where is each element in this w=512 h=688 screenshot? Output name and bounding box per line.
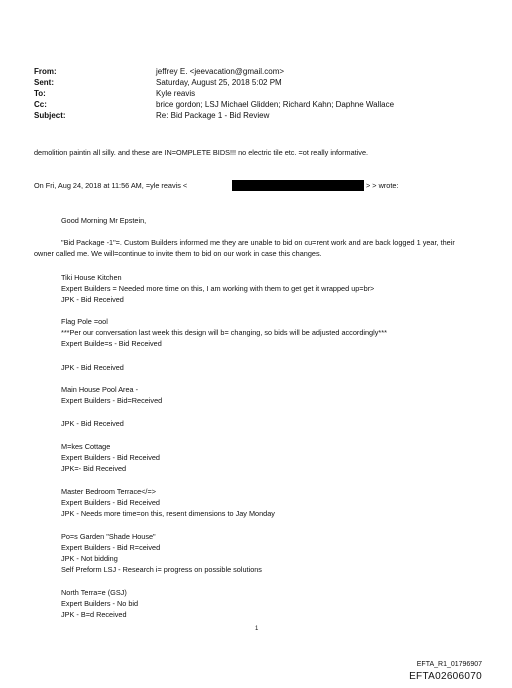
list-item: Po=s Garden "Shade House" — [61, 532, 156, 541]
subject-row — [34, 110, 394, 121]
greeting: Good Morning Mr Epstein, — [61, 216, 147, 225]
list-item: JPK=- Bid Received — [61, 464, 127, 473]
list-item: JPK - Bid Received — [61, 363, 124, 372]
list-item: Expert Builders = Needed more time on this, I am working with them to get get it wrapped up=br> — [61, 284, 375, 293]
subject-value: Re: Bid Package 1 - Bid Review — [156, 111, 270, 120]
list-item: Expert Builders - Bid R=ceived — [61, 543, 161, 552]
list-item: Main House Pool Area - — [61, 385, 139, 394]
to-label: To: — [34, 89, 46, 98]
reply-text: demolition paintin all silly. and these are IN=OMPLETE BIDS!!! no electric tile etc. =ot really informative. — [34, 148, 369, 157]
bates-number-primary: EFTA_R1_01796907 — [416, 661, 482, 668]
list-item: Expert Builders - Bid Received — [61, 498, 160, 507]
list-item: JPK - Needs more time=on this, resent dimensions to Jay Monday — [61, 509, 275, 518]
email-header — [34, 66, 394, 121]
bates-number-secondary: EFTA02606070 — [409, 671, 482, 682]
list-item: ***Per our conversation last week this design will b= changing, so bids will be adjusted accordingly*** — [61, 328, 387, 337]
sent-value: Saturday, August 25, 2018 5:02 PM — [156, 78, 282, 87]
sent-row — [34, 77, 394, 88]
list-item: Flag Pole =ool — [61, 317, 108, 326]
intro-paragraph: "Bid Package -1"=. Custom Builders informed me they are unable to bid on cu=rent work and are back logged 1 year, their owner called me. We will=continue to invite them to bid on our work in case this changes. — [34, 238, 455, 258]
from-value: jeffrey E. <jeevacation@gmail.com> — [156, 67, 285, 76]
from-label: From: — [34, 67, 57, 76]
list-item: Expert Builders - Bid Received — [61, 453, 160, 462]
quote-intro-start: On Fri, Aug 24, 2018 at 11:56 AM, =yle reavis < — [34, 181, 188, 190]
list-item: JPK - Not bidding — [61, 554, 118, 563]
to-value: Kyle reavis — [156, 89, 196, 98]
list-item: JPK - Bid Received — [61, 295, 124, 304]
to-row — [34, 88, 394, 99]
list-item: Self Preform LSJ - Research i= progress on possible solutions — [61, 565, 262, 574]
cc-label: Cc: — [34, 100, 47, 109]
list-item: M=kes Cottage — [61, 442, 111, 451]
sent-label: Sent: — [34, 78, 54, 87]
list-item: Tiki House Kitchen — [61, 273, 122, 282]
cc-row — [34, 99, 394, 110]
list-item: Master Bedroom Terrace</=> — [61, 487, 156, 496]
from-row — [34, 66, 394, 77]
subject-label: Subject: — [34, 111, 66, 120]
list-item: Expert Builde=s - Bid Received — [61, 339, 162, 348]
cc-value: brice gordon; LSJ Michael Glidden; Richard Kahn; Daphne Wallace — [156, 100, 395, 109]
list-item: Expert Builders - Bid=Received — [61, 396, 163, 405]
list-item: JPK - Bid Received — [61, 419, 124, 428]
page-number: 1 — [255, 626, 259, 632]
list-item: JPK - B=d Received — [61, 610, 127, 619]
list-item: North Terra=e (GSJ) — [61, 588, 127, 597]
list-item: Expert Builders - No bid — [61, 599, 139, 608]
redaction-bar — [232, 180, 364, 191]
quote-intro-end: > > wrote: — [366, 181, 399, 190]
